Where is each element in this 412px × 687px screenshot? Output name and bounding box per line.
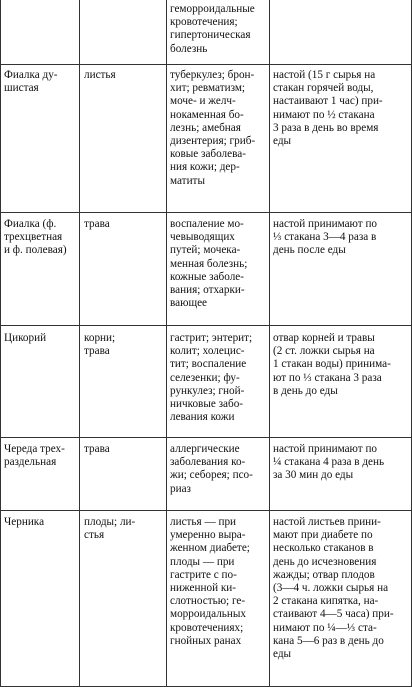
table-border-left bbox=[0, 0, 1, 687]
table-cell-plant: Фиалка (ф. трехцветная и ф. полевая) bbox=[4, 218, 67, 257]
row-divider bbox=[0, 437, 412, 438]
table-cell-indications: воспаление мо- чевыводящих путей; мочека- менная болезнь; кожные заболе- вания; отхарки- вающее bbox=[170, 218, 248, 310]
table-cell-usage: настой принимают по ⅓ стакана 3—4 раза в день после еды bbox=[273, 218, 378, 257]
table-cell-plant: Цикорий bbox=[4, 332, 47, 344]
table-cell-part: трава bbox=[84, 443, 110, 455]
column-divider-1 bbox=[79, 0, 80, 687]
table-cell-part: корни; трава bbox=[84, 332, 116, 358]
table-cell-part: трава bbox=[84, 218, 110, 230]
table-cell-usage: настой принимают по ¼ стакана 4 раза в день за 30 мин до еды bbox=[273, 443, 385, 482]
table-cell-usage: настой (15 г сырья на стакан горячей воды, настаивают 1 час) при- нимают по ½ стакана 3 раза в день во время еды bbox=[273, 69, 383, 148]
table-cell-usage: настой листьев прини- мают при диабете по несколько стаканов в день до исчезновения жажды; отвар плодов (3—4 ч. ложки сырья на 2 стакана кипятка, на- стаивают 4—5 часа) при- нимают по ¼—⅓ ста- кана 5—6 раз в день до еды bbox=[273, 516, 394, 661]
table-cell-part: листья bbox=[84, 69, 116, 81]
table-cell-indications: туберкулез; брон- хит; ревматизм; моче- и желч- нокаменная бо- лезнь; амебная дизентерия; гриб- ковые заболева- ния кожи; дер- матиты bbox=[170, 69, 256, 187]
table-cell-plant: Черника bbox=[4, 516, 45, 528]
row-divider bbox=[0, 510, 412, 511]
table-cell-indications: гастрит; энтерит; колит; холецис- тит; воспаление селезенки; фу- рункулез; гной- ничковые забо- левания кожи bbox=[170, 332, 253, 424]
table-cell-plant: Фиалка ду- шистая bbox=[4, 69, 58, 95]
table-cell-plant: Череда трех- раздельная bbox=[4, 443, 65, 469]
table-cell-part: плоды; ли- стья bbox=[84, 516, 136, 542]
table-cell-indications: листья — при умеренно выра- женном диабете; плоды — при гастрите с по- ниженной ки- слотностью; ге- морроидальных кровотечениях; гнойных ранах bbox=[170, 516, 250, 647]
row-divider bbox=[0, 212, 412, 213]
column-divider-3 bbox=[269, 0, 270, 687]
table-cell-indications: геморроидальные кровотечения; гипертоническая болезнь bbox=[170, 3, 255, 55]
table-cell-usage: отвар корней и травы (2 ст. ложки сырья на 1 стакан воды) принима- ют по ⅓ стакана 3 раза в день до еды bbox=[273, 332, 391, 397]
table-cell-indications: аллергические заболевания ко- жи; себорея; псо- риаз bbox=[170, 443, 253, 495]
row-divider bbox=[0, 325, 412, 326]
column-divider-2 bbox=[166, 0, 167, 687]
row-divider bbox=[0, 64, 412, 65]
